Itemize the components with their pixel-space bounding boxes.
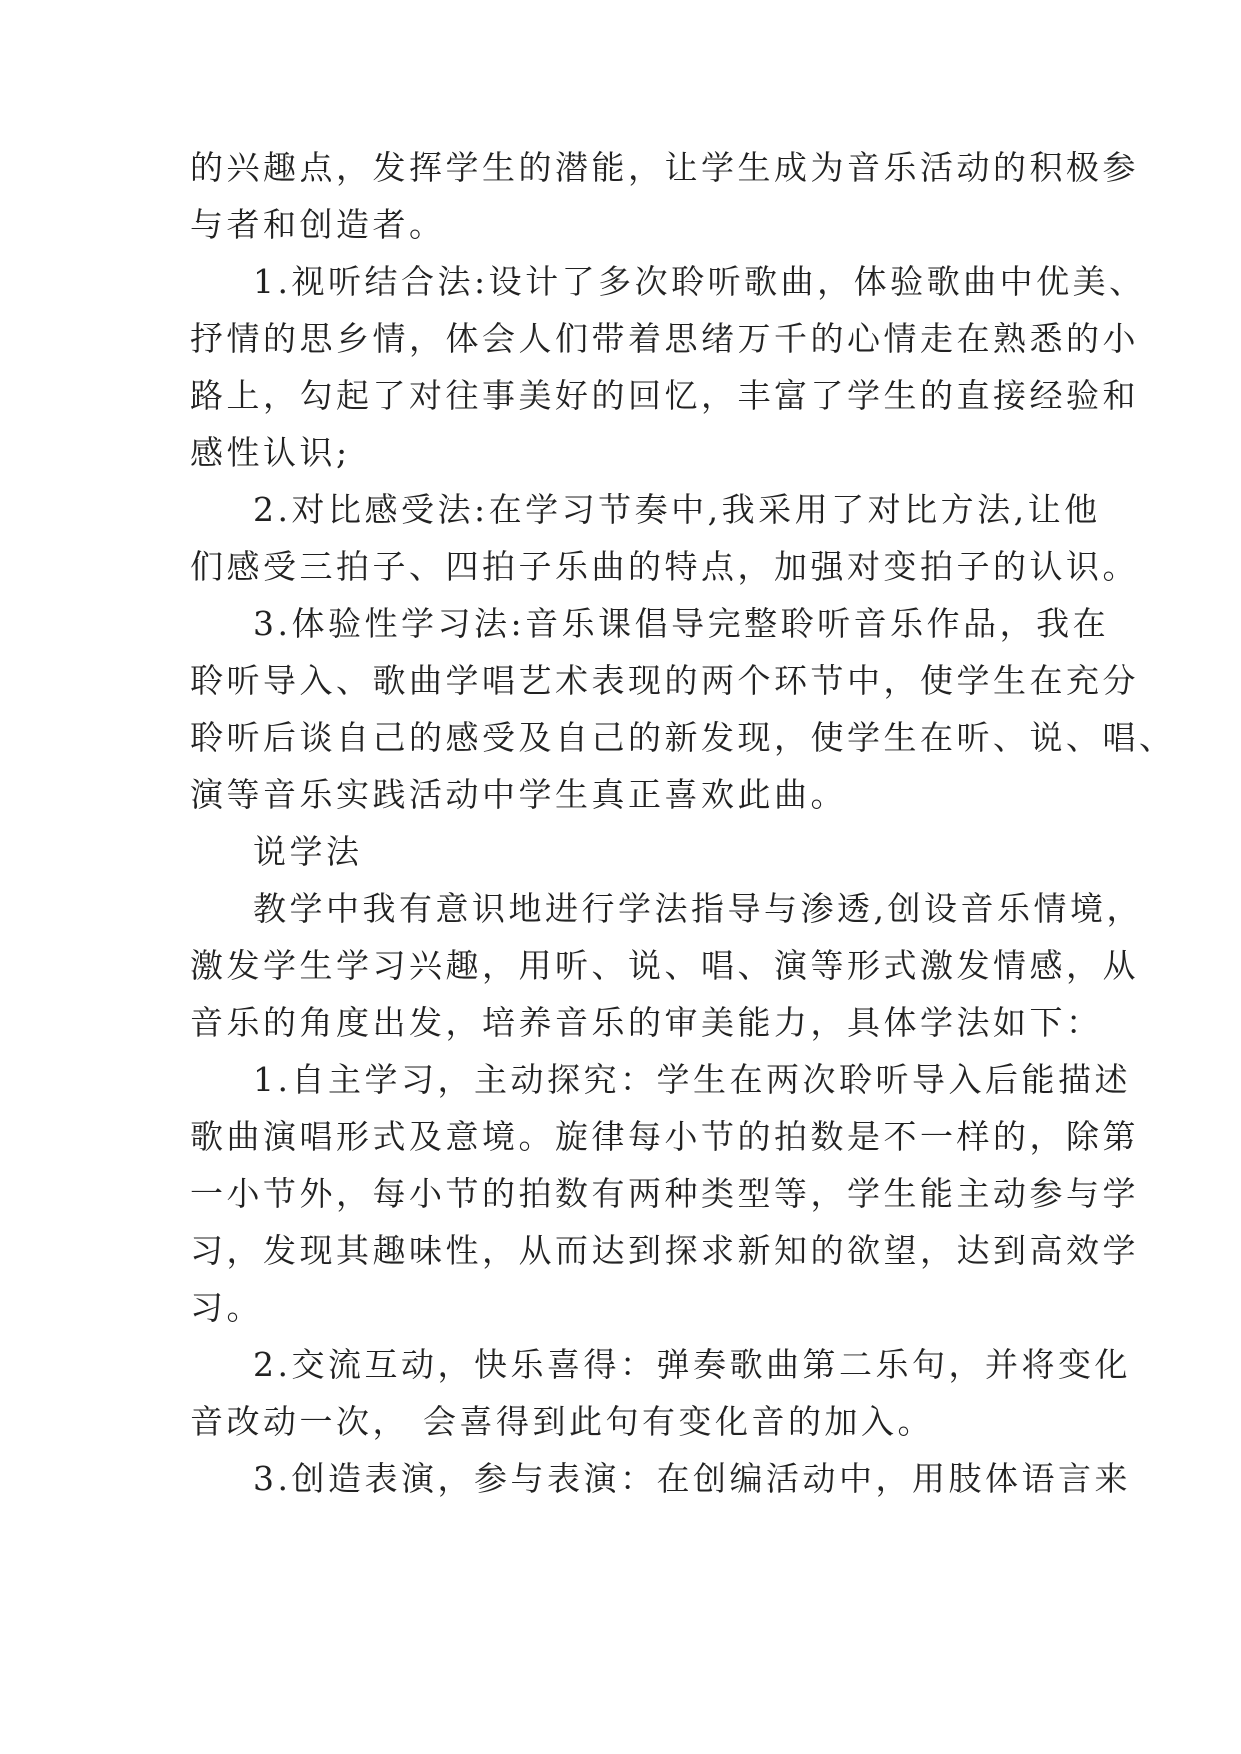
text-line: 歌曲演唱形式及意境。旋律每小节的拍数是不一样的，除第	[190, 1117, 1139, 1156]
text-line: 3.体验性学习法:音乐课倡导完整聆听音乐作品，我在	[253, 604, 1110, 643]
text-line: 音乐的角度出发，培养音乐的审美能力，具体学法如下：	[190, 1003, 1103, 1042]
text-line: 2.对比感受法:在学习节奏中,我采用了对比方法,让他	[253, 490, 1101, 529]
text-line: 感性认识;	[190, 433, 351, 472]
text-line: 2.交流互动，快乐喜得：弹奏歌曲第二乐句，并将变化	[253, 1345, 1131, 1384]
text-line: 音改动一次， 会喜得到此句有变化音的加入。	[190, 1402, 934, 1441]
text-line: 1.视听结合法:设计了多次聆听歌曲，体验歌曲中优美、	[253, 262, 1146, 301]
text-line: 一小节外，每小节的拍数有两种类型等，学生能主动参与学	[190, 1174, 1139, 1213]
text-line: 路上，勾起了对往事美好的回忆，丰富了学生的直接经验和	[190, 376, 1139, 415]
text-line: 3.创造表演，参与表演：在创编活动中，用肢体语言来	[253, 1459, 1131, 1498]
section-heading: 说学法	[253, 832, 363, 871]
text-line: 聆听后谈自己的感受及自己的新发现，使学生在听、说、唱、	[190, 718, 1176, 757]
text-line: 的兴趣点，发挥学生的潜能，让学生成为音乐活动的积极参	[190, 148, 1139, 187]
text-line: 习，发现其趣味性，从而达到探求新知的欲望，达到高效学	[190, 1231, 1139, 1270]
text-line: 教学中我有意识地进行学法指导与渗透,创设音乐情境，	[253, 889, 1143, 928]
text-line: 聆听导入、歌曲学唱艺术表现的两个环节中，使学生在充分	[190, 661, 1139, 700]
text-line: 习。	[190, 1288, 263, 1327]
text-line: 与者和创造者。	[190, 205, 446, 244]
text-line: 1.自主学习，主动探究：学生在两次聆听导入后能描述	[253, 1060, 1131, 1099]
text-line: 们感受三拍子、四拍子乐曲的特点，加强对变拍子的认识。	[190, 547, 1139, 586]
text-line: 演等音乐实践活动中学生真正喜欢此曲。	[190, 775, 847, 814]
text-line: 激发学生学习兴趣，用听、说、唱、演等形式激发情感，从	[190, 946, 1139, 985]
text-line: 抒情的思乡情，体会人们带着思绪万千的心情走在熟悉的小	[190, 319, 1139, 358]
